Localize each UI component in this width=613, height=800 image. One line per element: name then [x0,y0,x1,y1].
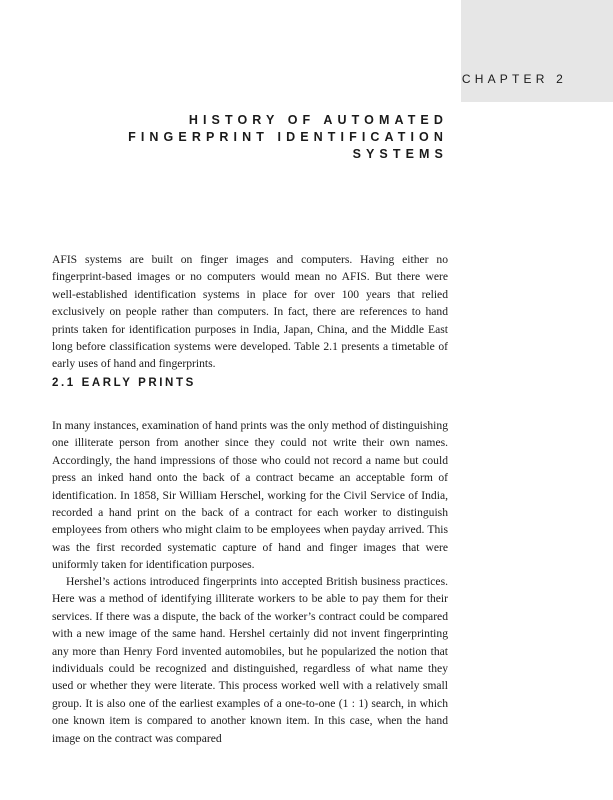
chapter-title-line-1: HISTORY OF AUTOMATED [188,113,448,127]
chapter-tab [461,0,613,102]
section-paragraph-1: In many instances, examination of hand prints was the only method of distinguishing one illiterate person from another since they could not write their own names. Accordingly, the hand impressions of those who could not record a name but could press an inked hand onto the back of a contract became an acceptable form of identification. In 1858, Sir William Herschel, working for the Civil Service of India, recorded a hand print on the back of a contract for each worker to distinguish employees from others who might claim to be employees when payday arrived. This was the first recorded systematic capture of hand and finger images that were uniformly taken for identification purposes. [52,419,448,572]
intro-paragraph: AFIS systems are built on finger images and computers. Having either no fingerprint-based images or no computers would mean no AFIS. But there were well-established identification systems in place for over 100 years that relied exclusively on people rather than computers. In fact, there are references to hand prints taken for identification purposes in India, Japan, China, and the Middle East long before classification systems were developed. Table 2.1 presents a timetable of early uses of hand and fingerprints. [52,253,448,371]
section-heading: 2.1 EARLY PRINTS [52,377,196,389]
section-paragraph-2: Hershel’s actions introduced fingerprints into accepted British business practices. Here was a method of identifying illiterate workers to be able to pay them for their services. If there was a dispute, the back of the worker’s contract could be compared with a new image of the same hand. Hershel certainly did not invent fingerprinting any more than Henry Ford invented automobiles, but he popularized the notion that individuals could be recognized and distinguished, regardless of what name they used or whether they were literate. This process worked well with a relatively small group. It is also one of the earliest examples of a one-to-one (1 : 1) search, in which one known item is compared to another known item. In this case, when the hand image on the contract was compared [52,575,448,745]
chapter-label: CHAPTER 2 [461,72,567,86]
chapter-title [28,112,448,163]
chapter-title-line-3: SYSTEMS [352,147,448,161]
chapter-title-line-2: FINGERPRINT IDENTIFICATION [128,130,448,144]
